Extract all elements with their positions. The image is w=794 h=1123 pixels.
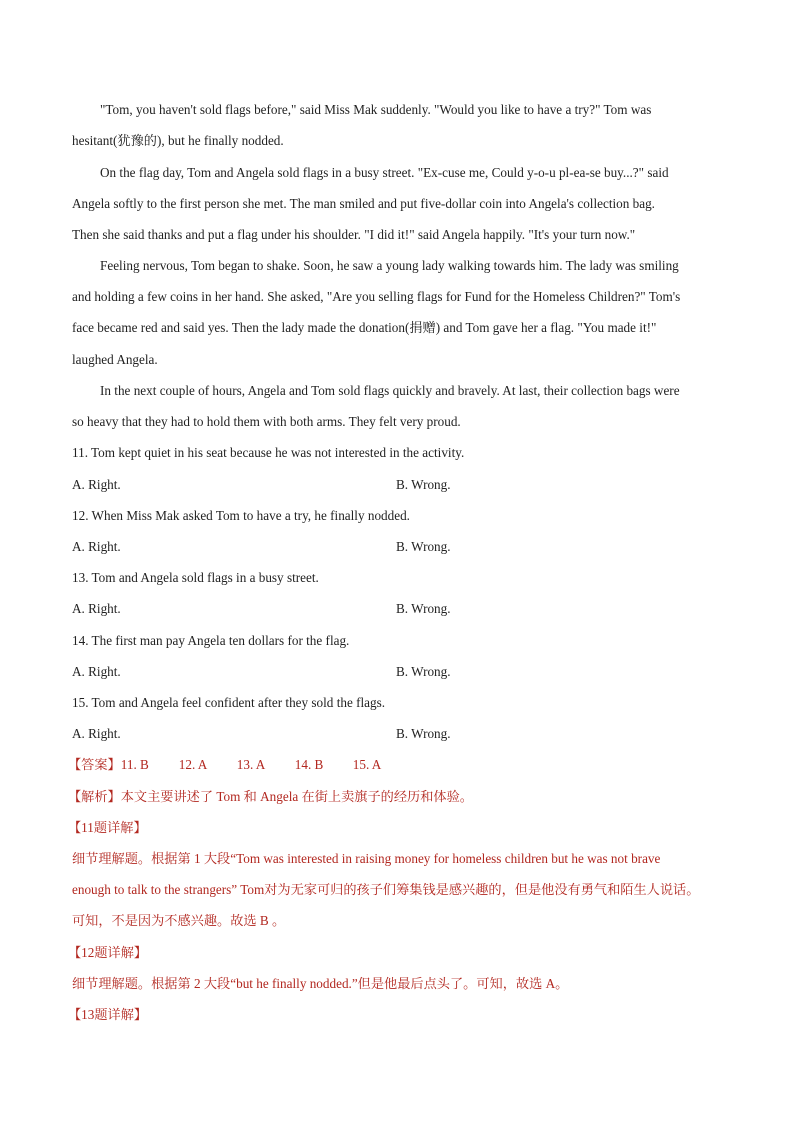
detail-11-line: 细节理解题。根据第 1 大段“Tom was interested in raising money for homeless children but he was not brave [72, 851, 661, 866]
question-15: 15. Tom and Angela feel confident after they sold the flags. [72, 695, 386, 710]
option-b: B. Wrong. [396, 601, 451, 616]
detail-11-line: 可知，不是因为不感兴趣。故选 B 。 [72, 913, 286, 928]
passage-line: so heavy that they had to hold them with both arms. They felt very proud. [72, 414, 461, 429]
passage-line: In the next couple of hours, Angela and Tom sold flags quickly and bravely. At last, their collection bags were [100, 383, 680, 398]
answer-item: 11. B [120, 757, 149, 772]
passage-line: hesitant(犹豫的), but he finally nodded. [72, 133, 284, 148]
option-b: B. Wrong. [396, 664, 451, 679]
answer-line [68, 756, 381, 774]
passage-line: Angela softly to the first person she met. The man smiled and put five-dollar coin into Angela's collection bag. [72, 196, 655, 211]
option-b: B. Wrong. [396, 539, 451, 554]
question-12: 12. When Miss Mak asked Tom to have a try, he finally nodded. [72, 508, 410, 523]
option-b: B. Wrong. [396, 477, 451, 492]
option-a: A. Right. [72, 539, 121, 554]
answer-label: 【答案】 [68, 757, 121, 772]
option-a: A. Right. [72, 477, 121, 492]
detail-heading-11: 【11题详解】 [68, 820, 147, 835]
passage-line: On the flag day, Tom and Angela sold flags in a busy street. "Ex-cuse me, Could y-o-u pl-ea-se buy...?" said [100, 165, 669, 180]
passage-line: face became red and said yes. Then the lady made the donation(捐赠) and Tom gave her a flag. "You made it!" [72, 320, 657, 335]
detail-12-line: 细节理解题。根据第 2 大段“but he finally nodded.”但是他最后点头了。可知，故选 A。 [72, 976, 569, 991]
passage-line: "Tom, you haven't sold flags before," said Miss Mak suddenly. "Would you like to have a try?" Tom was [100, 102, 652, 117]
answer-item: 14. B [294, 757, 324, 772]
question-14: 14. The first man pay Angela ten dollars for the flag. [72, 633, 350, 648]
analysis-label: 【解析】 [68, 789, 121, 804]
detail-heading-12: 【12题详解】 [68, 945, 148, 960]
question-13: 13. Tom and Angela sold flags in a busy street. [72, 570, 319, 585]
analysis-text: 本文主要讲述了 Tom 和 Angela 在街上卖旗子的经历和体验。 [120, 789, 473, 804]
option-a: A. Right. [72, 726, 121, 741]
option-b: B. Wrong. [396, 726, 451, 741]
detail-11-line: enough to talk to the strangers” Tom对为无家可归的孩子们筹集钱是感兴趣的，但是他没有勇气和陌生人说话。 [72, 882, 700, 897]
answer-item: 13. A [236, 757, 266, 772]
option-a: A. Right. [72, 601, 121, 616]
passage-line: Then she said thanks and put a flag under his shoulder. "I did it!" said Angela happily. "It's your turn now." [72, 227, 636, 242]
answer-item: 12. A [178, 757, 208, 772]
option-a: A. Right. [72, 664, 121, 679]
passage-line: and holding a few coins in her hand. She asked, "Are you selling flags for Fund for the Homeless Children?" Tom's [72, 289, 681, 304]
passage-line: laughed Angela. [72, 352, 158, 367]
detail-heading-13: 【13题详解】 [68, 1007, 148, 1022]
question-11: 11. Tom kept quiet in his seat because he was not interested in the activity. [72, 445, 465, 460]
passage-line: Feeling nervous, Tom began to shake. Soon, he saw a young lady walking towards him. The lady was smiling [100, 258, 679, 273]
analysis-line [68, 788, 473, 806]
answer-item: 15. A [352, 757, 382, 772]
